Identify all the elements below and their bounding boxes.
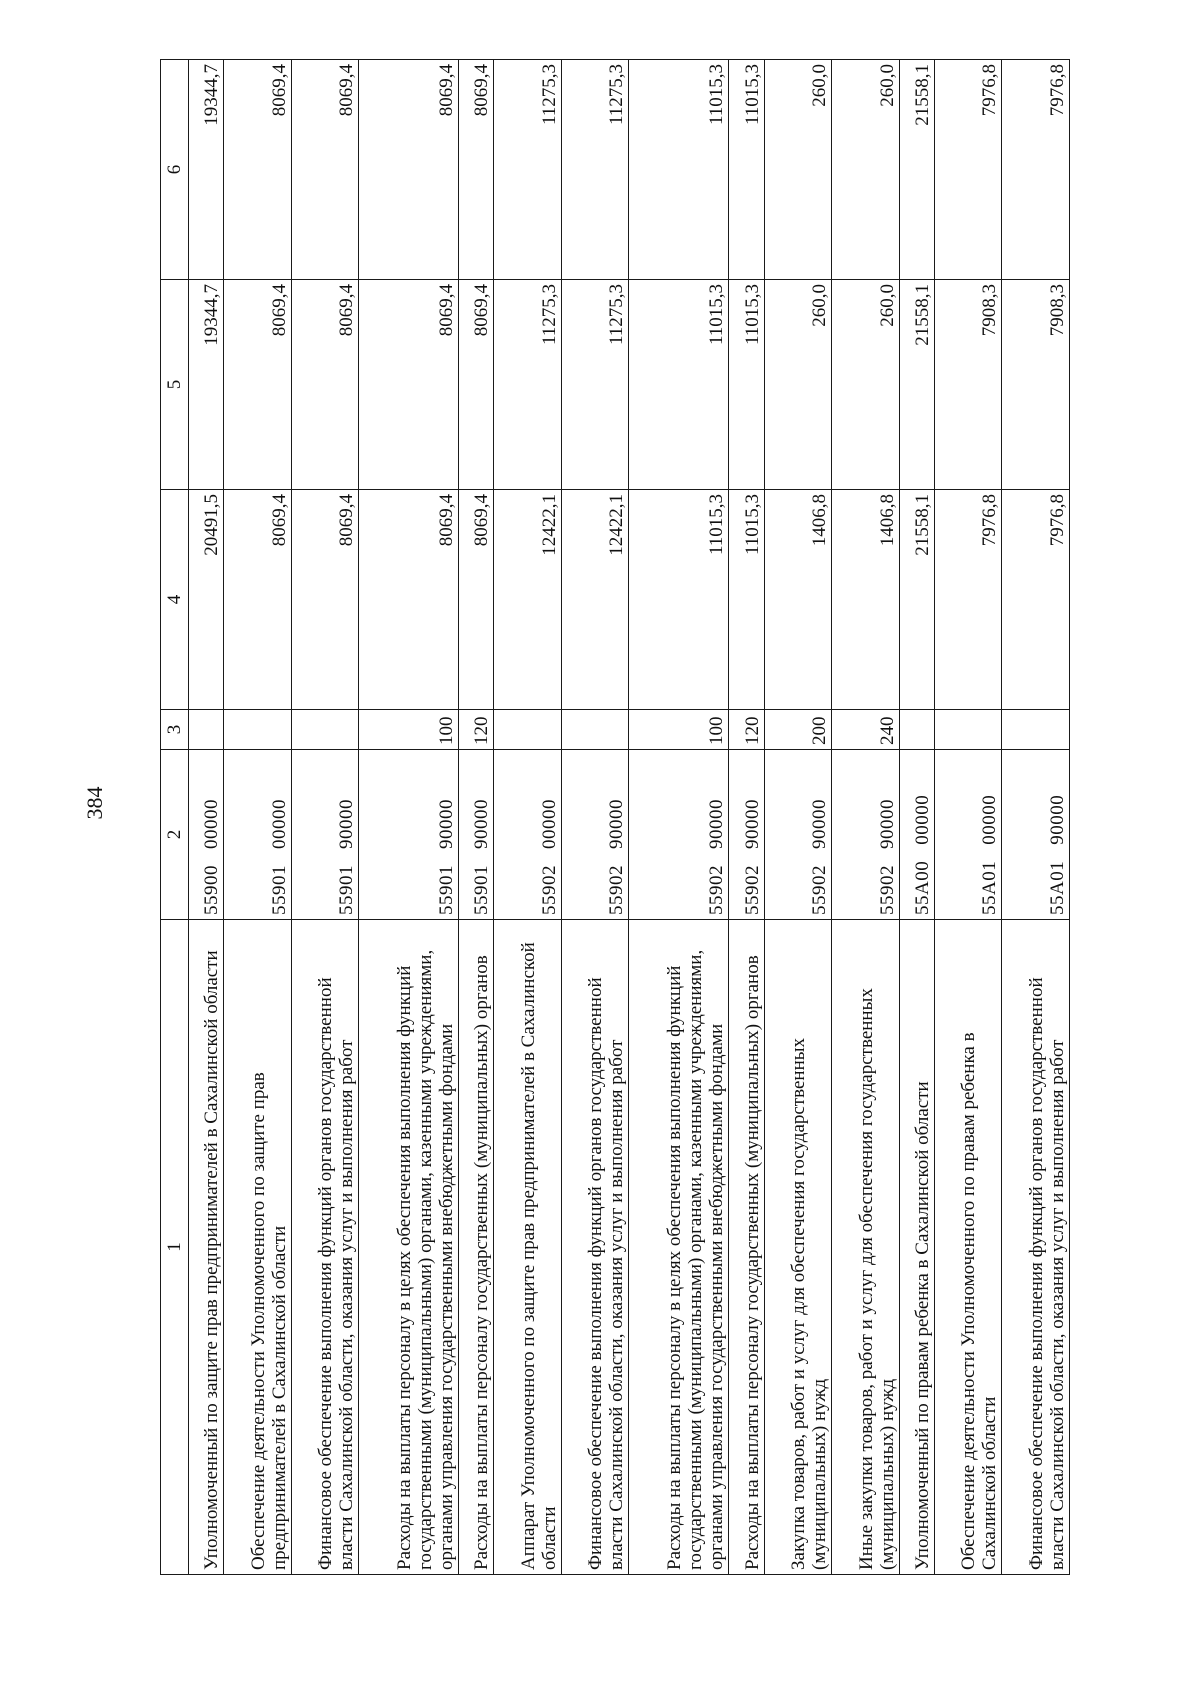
row-value-col4: 12422,1 [494, 490, 562, 710]
row-expense-type: 100 [629, 710, 729, 750]
row-code-direction: 00000 [911, 794, 933, 845]
row-value-col4: 20491,5 [189, 490, 224, 710]
column-header-1: 1 [161, 920, 189, 1575]
row-value-col4: 11015,3 [629, 490, 729, 710]
row-code-program: 55901 [268, 865, 290, 915]
row-code-direction: 90000 [706, 799, 728, 849]
row-code-program: 55A01 [1047, 860, 1068, 915]
row-target-code [459, 750, 494, 920]
row-value-col4: 1406,8 [832, 490, 900, 710]
row-target-code [224, 750, 292, 920]
table-row [629, 60, 729, 1575]
row-value-col6: 21558,1 [899, 60, 934, 280]
row-target-code [934, 750, 1002, 920]
row-value-col4: 7976,8 [934, 490, 1002, 710]
row-code-direction: 90000 [809, 799, 831, 849]
row-code-direction: 90000 [876, 799, 898, 849]
row-name: Финансовое обеспечение выполнения функций органов государственной власти Сахалинской области, оказания услуг и выполнения работ [291, 920, 359, 1575]
row-name: Уполномоченный по защите прав предпринимателей в Сахалинской области [189, 920, 224, 1575]
row-code-direction: 00000 [268, 799, 290, 849]
rotated-page-content [160, 60, 1070, 1575]
row-value-col6: 8069,4 [359, 60, 459, 280]
row-expense-type [1002, 710, 1070, 750]
row-code-program: 55902 [606, 865, 628, 915]
row-target-code [764, 750, 832, 920]
row-code-direction: 00000 [201, 799, 223, 849]
table-row [359, 60, 459, 1575]
column-header-3: 3 [161, 710, 189, 750]
row-name: Обеспечение деятельности Уполномоченного по правам ребенка в Сахалинской области [934, 920, 1002, 1575]
row-target-code [189, 750, 224, 920]
row-expense-type [934, 710, 1002, 750]
row-value-col6: 11275,3 [494, 60, 562, 280]
row-code-direction: 90000 [336, 799, 358, 849]
row-target-code [832, 750, 900, 920]
row-name: Расходы на выплаты персоналу в целях обеспечения выполнения функций государственными (муниципальными) органами, казенными учреждениями, органами управления государственными внебюджетными фондами [359, 920, 459, 1575]
row-expense-type: 200 [764, 710, 832, 750]
row-value-col5: 19344,7 [189, 280, 224, 490]
row-value-col6: 19344,7 [189, 60, 224, 280]
table-row [494, 60, 562, 1575]
row-value-col4: 12422,1 [561, 490, 629, 710]
row-value-col5: 8069,4 [359, 280, 459, 490]
row-code-program: 55902 [538, 865, 560, 915]
row-target-code [729, 750, 764, 920]
row-target-code [494, 750, 562, 920]
row-expense-type [189, 710, 224, 750]
row-value-col6: 260,0 [832, 60, 900, 280]
row-value-col6: 260,0 [764, 60, 832, 280]
row-name: Иные закупки товаров, работ и услуг для обеспечения государственных (муниципальных) нужд [832, 920, 900, 1575]
row-value-col5: 8069,4 [224, 280, 292, 490]
header-row [161, 60, 189, 1575]
row-expense-type [899, 710, 934, 750]
row-value-col4: 8069,4 [224, 490, 292, 710]
row-expense-type [224, 710, 292, 750]
row-value-col6: 11015,3 [629, 60, 729, 280]
row-target-code [561, 750, 629, 920]
column-header-6: 6 [161, 60, 189, 280]
row-expense-type: 100 [359, 710, 459, 750]
row-value-col6: 8069,4 [224, 60, 292, 280]
row-value-col6: 7976,8 [1002, 60, 1070, 280]
row-value-col5: 21558,1 [899, 280, 934, 490]
row-code-direction: 90000 [471, 799, 493, 849]
row-value-col5: 11275,3 [561, 280, 629, 490]
row-code-direction: 00000 [979, 794, 1001, 845]
row-value-col4: 7976,8 [1002, 490, 1070, 710]
row-expense-type [291, 710, 359, 750]
row-target-code [899, 750, 934, 920]
row-code-program: 55A01 [979, 860, 1001, 915]
row-code-program: 55902 [741, 865, 763, 915]
table-row [561, 60, 629, 1575]
table-row [832, 60, 900, 1575]
row-value-col6: 8069,4 [459, 60, 494, 280]
row-value-col4: 11015,3 [729, 490, 764, 710]
row-value-col5: 8069,4 [291, 280, 359, 490]
row-name: Расходы на выплаты персоналу государственных (муниципальных) органов [459, 920, 494, 1575]
row-code-direction: 90000 [606, 799, 628, 849]
row-code-direction: 90000 [436, 799, 458, 849]
table-row [291, 60, 359, 1575]
row-expense-type: 120 [459, 710, 494, 750]
column-header-5: 5 [161, 280, 189, 490]
row-value-col5: 260,0 [764, 280, 832, 490]
column-header-4: 4 [161, 490, 189, 710]
row-name: Финансовое обеспечение выполнения функций органов государственной власти Сахалинской области, оказания услуг и выполнения работ [1002, 920, 1070, 1575]
row-name: Финансовое обеспечение выполнения функций органов государственной власти Сахалинской области, оказания услуг и выполнения работ [561, 920, 629, 1575]
row-code-program: 55902 [876, 865, 898, 915]
row-expense-type [494, 710, 562, 750]
row-code-program: 55900 [201, 865, 223, 915]
row-value-col6: 8069,4 [291, 60, 359, 280]
row-value-col4: 21558,1 [899, 490, 934, 710]
row-name: Расходы на выплаты персоналу в целях обеспечения выполнения функций государственными (муниципальными) органами, казенными учреждениями, органами управления государственными внебюджетными фондами [629, 920, 729, 1575]
budget-table [160, 59, 1070, 1575]
row-value-col5: 7908,3 [1002, 280, 1070, 490]
row-code-direction: 90000 [1047, 794, 1068, 845]
table-row [224, 60, 292, 1575]
row-target-code [1002, 750, 1070, 920]
row-value-col6: 11015,3 [729, 60, 764, 280]
row-name: Расходы на выплаты персоналу государственных (муниципальных) органов [729, 920, 764, 1575]
row-value-col5: 11275,3 [494, 280, 562, 490]
row-target-code [359, 750, 459, 920]
row-name: Уполномоченный по правам ребенка в Сахалинской области [899, 920, 934, 1575]
table-row [189, 60, 224, 1575]
table-row [459, 60, 494, 1575]
table-row [934, 60, 1002, 1575]
row-value-col5: 7908,3 [934, 280, 1002, 490]
row-code-direction: 00000 [538, 799, 560, 849]
row-value-col6: 7976,8 [934, 60, 1002, 280]
page-number: 384 [82, 786, 107, 820]
row-value-col5: 11015,3 [729, 280, 764, 490]
row-expense-type [561, 710, 629, 750]
row-expense-type: 120 [729, 710, 764, 750]
row-expense-type: 240 [832, 710, 900, 750]
row-target-code [629, 750, 729, 920]
row-name: Аппарат Уполномоченного по защите прав предпринимателей в Сахалинской области [494, 920, 562, 1575]
row-code-program: 55901 [471, 865, 493, 915]
row-code-program: 55902 [706, 865, 728, 915]
table-row [764, 60, 832, 1575]
table-body [189, 60, 1070, 1575]
table-row [899, 60, 934, 1575]
row-value-col5: 11015,3 [629, 280, 729, 490]
row-code-program: 55A00 [911, 860, 933, 915]
row-target-code [291, 750, 359, 920]
row-value-col4: 8069,4 [359, 490, 459, 710]
table-row [1002, 60, 1070, 1575]
row-code-program: 55901 [436, 865, 458, 915]
row-code-program: 55902 [809, 865, 831, 915]
row-value-col4: 1406,8 [764, 490, 832, 710]
row-name: Закупка товаров, работ и услуг для обеспечения государственных (муниципальных) нужд [764, 920, 832, 1575]
row-code-direction: 90000 [741, 799, 763, 849]
column-header-2: 2 [161, 750, 189, 920]
row-code-program: 55901 [336, 865, 358, 915]
row-value-col4: 8069,4 [291, 490, 359, 710]
row-value-col6: 11275,3 [561, 60, 629, 280]
row-name: Обеспечение деятельности Уполномоченного по защите прав предпринимателей в Сахалинской области [224, 920, 292, 1575]
row-value-col5: 260,0 [832, 280, 900, 490]
table-row [729, 60, 764, 1575]
row-value-col5: 8069,4 [459, 280, 494, 490]
row-value-col4: 8069,4 [459, 490, 494, 710]
